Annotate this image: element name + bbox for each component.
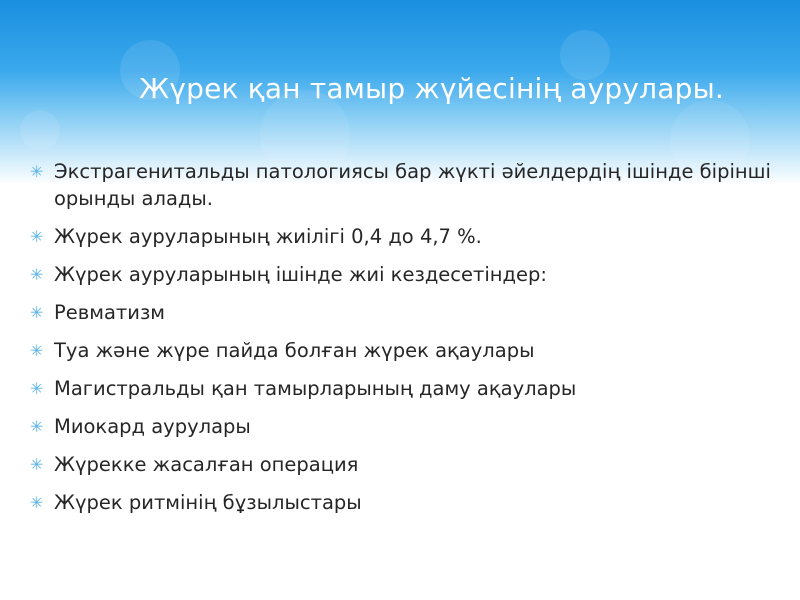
list-item bbox=[30, 375, 780, 402]
bullet-text: Жүрекке жасалған операция bbox=[54, 453, 359, 476]
bullet-text: Жүрек ауруларының жиілігі 0,4 до 4,7 %. bbox=[54, 225, 482, 248]
bullet-text: Миокард аурулары bbox=[54, 415, 251, 438]
list-item bbox=[30, 489, 780, 516]
slide-title: Жүрек қан тамыр жүйесінің аурулары. bbox=[139, 72, 724, 105]
list-item bbox=[30, 451, 780, 478]
list-item bbox=[30, 299, 780, 326]
bullet-text: Жүрек ауруларының ішінде жиі кездесетіндер: bbox=[54, 263, 547, 286]
bullet-list bbox=[30, 158, 780, 516]
asterisk-bullet-icon: ✳ bbox=[30, 417, 44, 436]
asterisk-bullet-icon: ✳ bbox=[30, 493, 44, 512]
list-item bbox=[30, 158, 780, 212]
slide-content bbox=[30, 158, 780, 527]
list-item bbox=[30, 413, 780, 440]
asterisk-bullet-icon: ✳ bbox=[30, 455, 44, 474]
bullet-text: Магистральды қан тамырларының даму ақаулары bbox=[54, 377, 577, 400]
list-item bbox=[30, 337, 780, 364]
asterisk-bullet-icon: ✳ bbox=[30, 162, 44, 181]
asterisk-bullet-icon: ✳ bbox=[30, 265, 44, 284]
asterisk-bullet-icon: ✳ bbox=[30, 341, 44, 360]
bullet-text: Ревматизм bbox=[54, 301, 166, 324]
asterisk-bullet-icon: ✳ bbox=[30, 227, 44, 246]
list-item bbox=[30, 223, 780, 250]
list-item bbox=[30, 261, 780, 288]
asterisk-bullet-icon: ✳ bbox=[30, 379, 44, 398]
bullet-text: Туа және жүре пайда болған жүрек ақаулары bbox=[54, 339, 535, 362]
decorative-bubble bbox=[20, 110, 60, 150]
bullet-text: Жүрек ритмінің бұзылыстары bbox=[54, 491, 362, 514]
bullet-text: Экстрагенитальды патологиясы бар жүкті әйелдердің ішінде бірінші орынды алады. bbox=[54, 160, 771, 210]
asterisk-bullet-icon: ✳ bbox=[30, 303, 44, 322]
